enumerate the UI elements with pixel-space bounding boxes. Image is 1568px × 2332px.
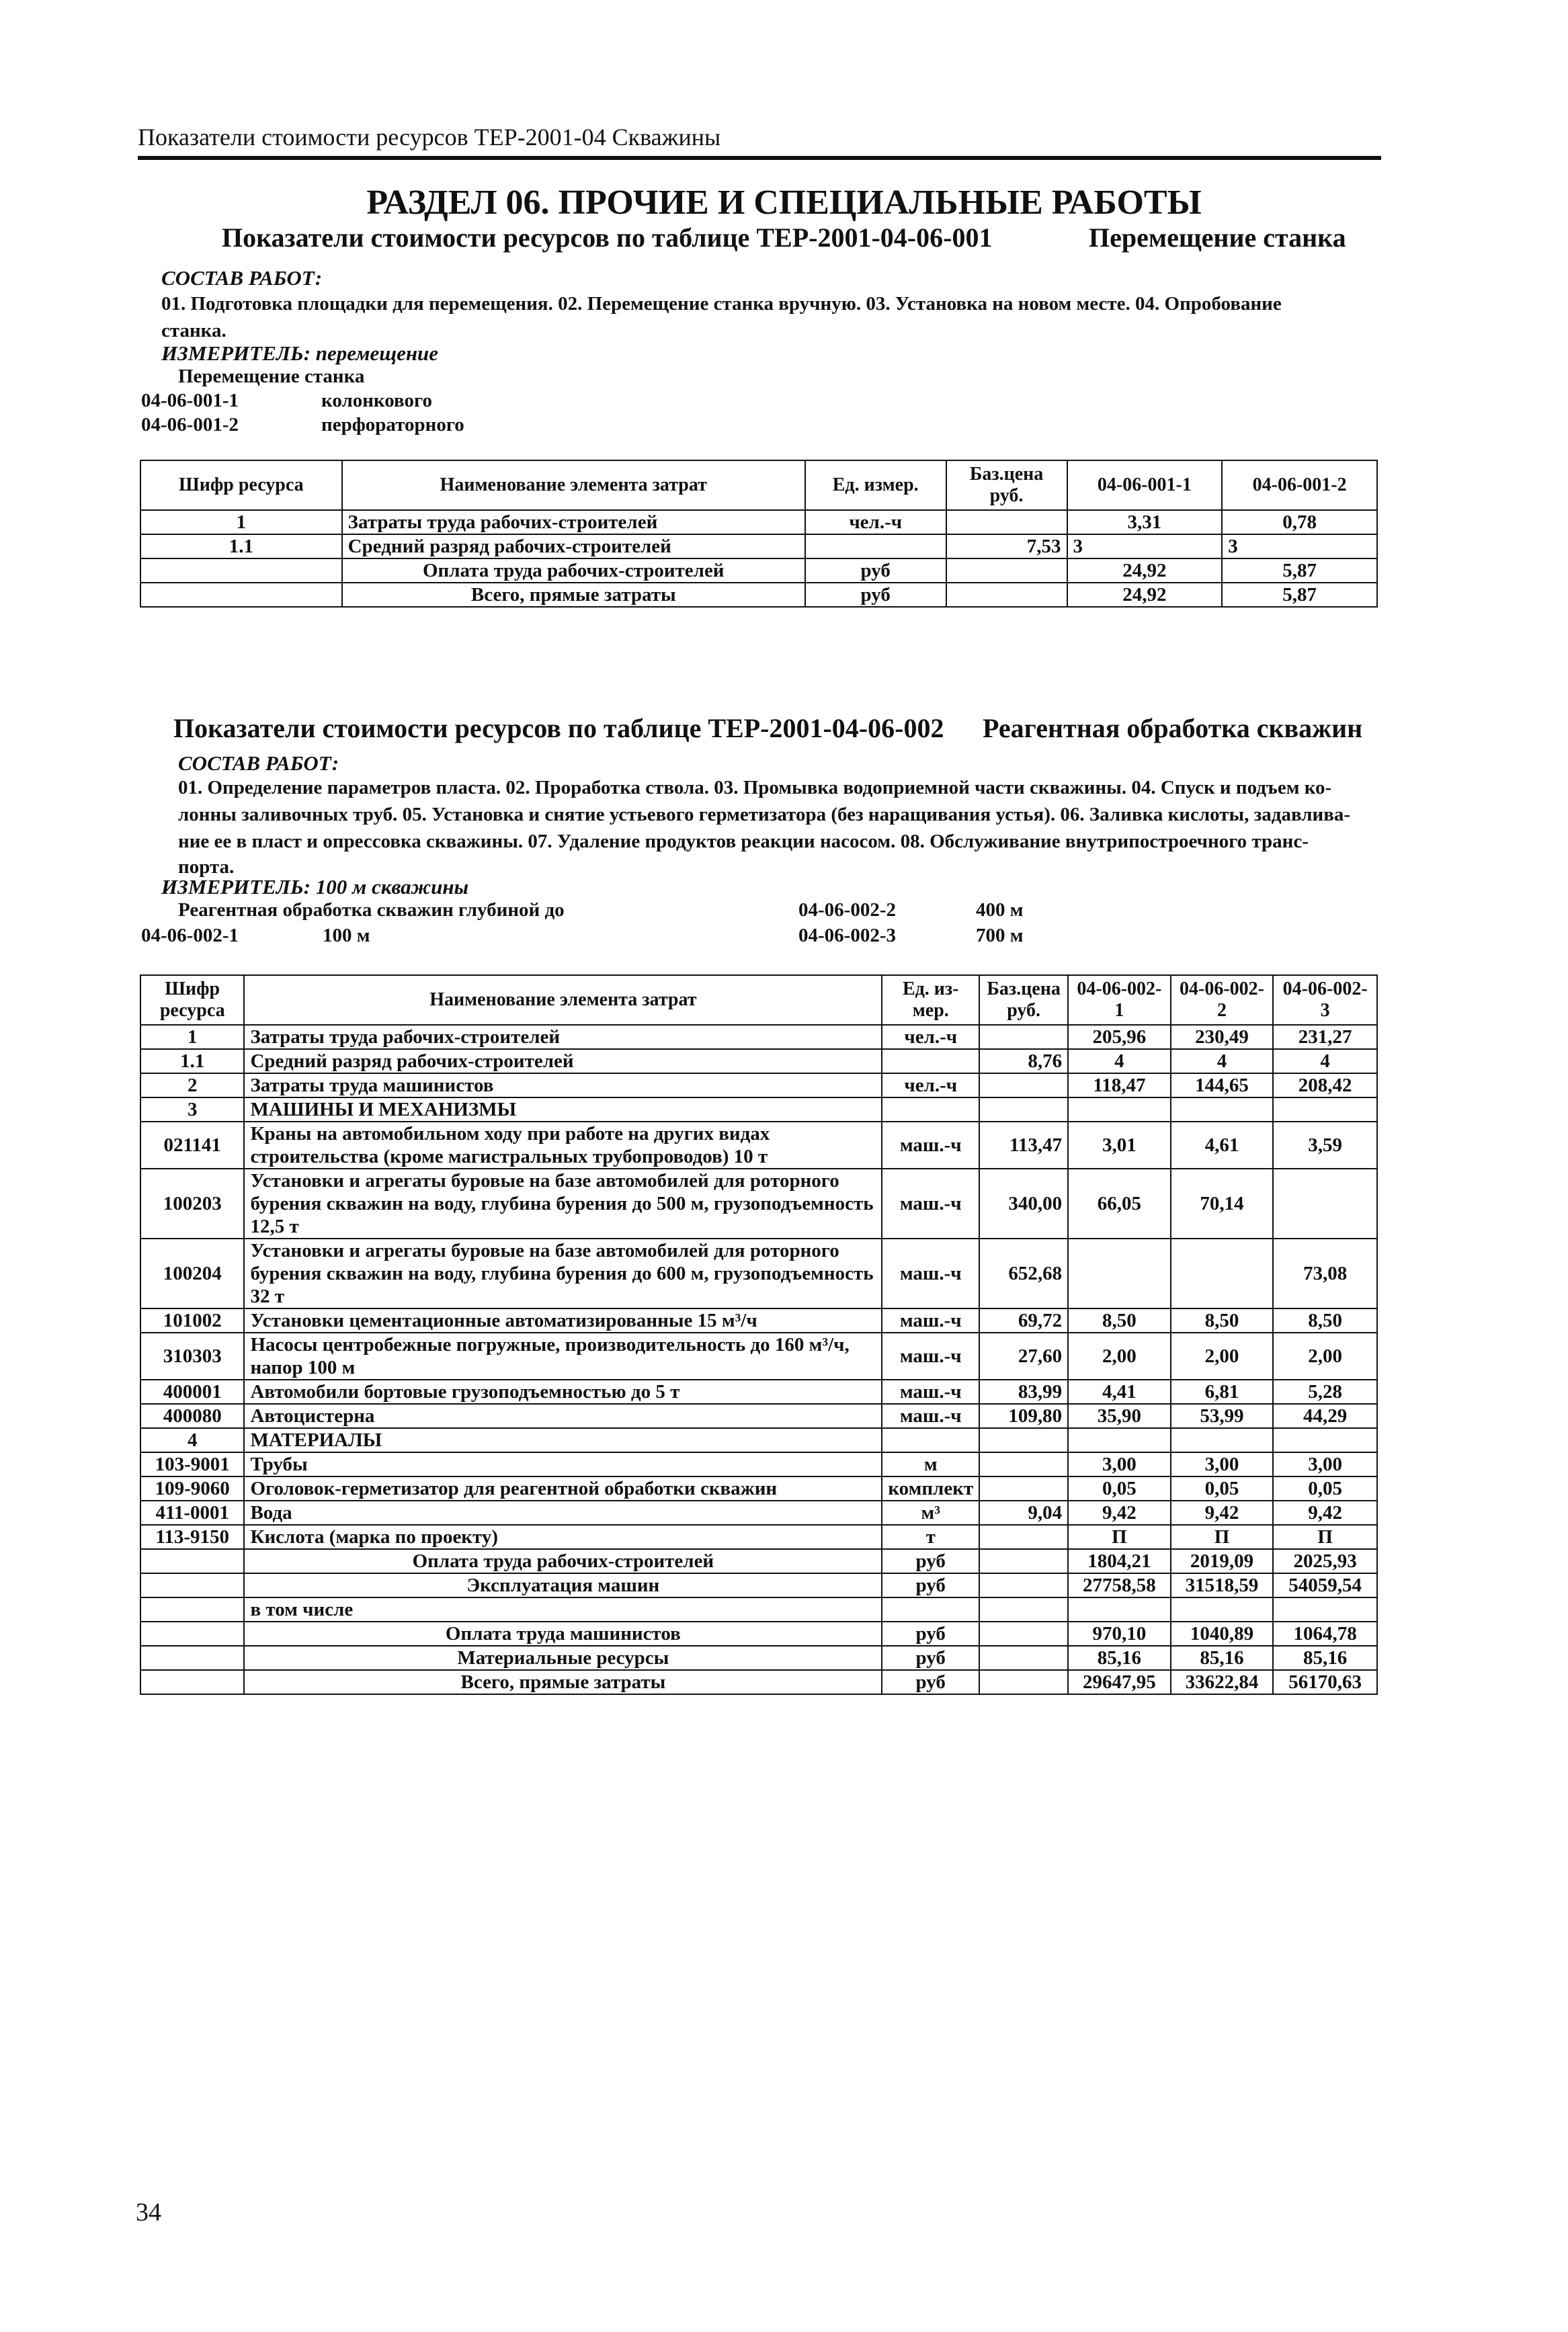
- composition-text-line: лонны заливочных труб. 05. Установка и снятие устьевого герметизатора (без наращивания устья). 06. Заливка кислоты, задавлива-: [178, 804, 1351, 825]
- table-cell: маш.-ч: [882, 1333, 979, 1380]
- table-cell: 85,16: [1068, 1646, 1171, 1670]
- table-cell: [1068, 1428, 1171, 1452]
- table-cell: маш.-ч: [882, 1308, 979, 1333]
- table-cell: [979, 1646, 1068, 1670]
- table-cell: [1171, 1597, 1274, 1622]
- table-cell: 230,49: [1171, 1025, 1274, 1049]
- table-cell: [1273, 1428, 1377, 1452]
- table-cell: Краны на автомобильном ходу при работе на других видах строительства (кроме магистральных трубопроводов) 10 т: [244, 1122, 882, 1169]
- table-row: [140, 1573, 1377, 1597]
- table-cell: 9,42: [1273, 1501, 1377, 1525]
- table-cell: 6,81: [1171, 1380, 1274, 1404]
- table-cell: [979, 1549, 1068, 1573]
- composition-text-line: 01. Подготовка площадки для перемещения. 02. Перемещение станка вручную. 03. Установка на новом месте. 04. Опробование: [161, 293, 1282, 315]
- table-header: Наименование элемента затрат: [244, 975, 882, 1025]
- table-cell: 2,00: [1273, 1333, 1377, 1380]
- table-cell: [140, 1670, 244, 1694]
- table-cell: Материальные ресурсы: [244, 1646, 882, 1670]
- table-cell: в том числе: [244, 1597, 882, 1622]
- table2-caption: Показатели стоимости ресурсов по таблице ТЕР-2001-04-06-002: [173, 713, 944, 743]
- table-cell: Эксплуатация машин: [244, 1573, 882, 1597]
- table-cell: 3: [140, 1097, 244, 1122]
- table-header: Шифр ресурса: [140, 975, 244, 1025]
- variant-code: 04-06-001-2: [141, 414, 239, 435]
- table-cell: Трубы: [244, 1452, 882, 1476]
- table-cell: 56170,63: [1273, 1670, 1377, 1694]
- table-cell: 66,05: [1068, 1169, 1171, 1239]
- table-cell: 33622,84: [1171, 1670, 1274, 1694]
- table-row: [140, 1670, 1377, 1694]
- table-cell: Автомобили бортовые грузоподъемностью до 5 т: [244, 1380, 882, 1404]
- table-cell: 400001: [140, 1380, 244, 1404]
- table-row: [140, 1525, 1377, 1549]
- variant-name: 700 м: [976, 925, 1024, 946]
- table-cell: [1171, 1428, 1274, 1452]
- table-cell: 85,16: [1171, 1646, 1274, 1670]
- table-row: [140, 1380, 1377, 1404]
- table-row: Всего, прямые затраты руб 24,92 5,87: [140, 583, 1377, 607]
- table-row: 1 Затраты труда рабочих-строителей чел.-ч 3,31 0,78: [140, 510, 1377, 534]
- table-cell: 31518,59: [1171, 1573, 1274, 1597]
- table-cell: Вода: [244, 1501, 882, 1525]
- table-cell: [882, 1049, 979, 1073]
- table-cell: 3,59: [1273, 1122, 1377, 1169]
- table-cell: Установки цементационные автоматизированные 15 м³/ч: [244, 1308, 882, 1333]
- table-cell: 0,05: [1273, 1476, 1377, 1501]
- table-cell: 2025,93: [1273, 1549, 1377, 1573]
- table-cell: 8,50: [1171, 1308, 1274, 1333]
- running-header: Показатели стоимости ресурсов ТЕР-2001-04 Скважины: [138, 124, 721, 151]
- table-cell: [1068, 1239, 1171, 1308]
- table-cell: руб: [882, 1573, 979, 1597]
- table-cell: 4: [1068, 1049, 1171, 1073]
- table-cell: 411-0001: [140, 1501, 244, 1525]
- table-cell: т: [882, 1525, 979, 1549]
- table-cell: 0,05: [1068, 1476, 1171, 1501]
- table-cell: 4: [1273, 1049, 1377, 1073]
- table-row: [140, 1549, 1377, 1573]
- table-cell: [882, 1097, 979, 1122]
- table-header: 04-06-002-2: [1171, 975, 1274, 1025]
- table-cell: 231,27: [1273, 1025, 1377, 1049]
- table-row: [140, 1404, 1377, 1428]
- table-cell: маш.-ч: [882, 1404, 979, 1428]
- table-row: [140, 1501, 1377, 1525]
- table-cell: [1273, 1097, 1377, 1122]
- table-cell: маш.-ч: [882, 1122, 979, 1169]
- table-cell: 4,61: [1171, 1122, 1274, 1169]
- table-cell: 5,28: [1273, 1380, 1377, 1404]
- variant-name: колонкового: [321, 390, 432, 411]
- table-cell: 27758,58: [1068, 1573, 1171, 1597]
- table-cell: [1171, 1239, 1274, 1308]
- table-cell: [140, 1597, 244, 1622]
- table-cell: Автоцистерна: [244, 1404, 882, 1428]
- table-cell: руб: [882, 1646, 979, 1670]
- table-cell: 2019,09: [1171, 1549, 1274, 1573]
- table-cell: 69,72: [979, 1308, 1068, 1333]
- table-row: [140, 1049, 1377, 1073]
- resource-table-1: [140, 460, 1378, 608]
- table-cell: Насосы центробежные погружные, производительность до 160 м³/ч, напор 100 м: [244, 1333, 882, 1380]
- table-header: Шифр ресурса: [140, 460, 342, 510]
- table-row: [140, 1239, 1377, 1308]
- table-cell: 3,00: [1068, 1452, 1171, 1476]
- section-title: РАЗДЕЛ 06. ПРОЧИЕ И СПЕЦИАЛЬНЫЕ РАБОТЫ: [366, 183, 1202, 222]
- table-cell: Установки и агрегаты буровые на базе автомобилей для роторного бурения скважин на воду, глубина бурения до 600 м, грузоподъемность 32 т: [244, 1239, 882, 1308]
- table-cell: чел.-ч: [882, 1025, 979, 1049]
- table-header: 04-06-001-1: [1067, 460, 1223, 510]
- table-cell: руб: [882, 1670, 979, 1694]
- table-row: [140, 1025, 1377, 1049]
- table-cell: 400080: [140, 1404, 244, 1428]
- table-cell: 8,50: [1273, 1308, 1377, 1333]
- table-cell: 3,00: [1171, 1452, 1274, 1476]
- table-header: 04-06-002-3: [1273, 975, 1377, 1025]
- header-rule: [138, 156, 1381, 160]
- table-cell: 2,00: [1171, 1333, 1274, 1380]
- table-cell: Затраты труда рабочих-строителей: [244, 1025, 882, 1049]
- composition-text-line: ние ее в пласт и опрессовка скважины. 07. Удаление продуктов реакции насосом. 08. Обслуживание внутрипостроечного транс-: [178, 831, 1309, 852]
- table-cell: [979, 1525, 1068, 1549]
- table-cell: 44,29: [1273, 1404, 1377, 1428]
- table-cell: 113,47: [979, 1122, 1068, 1169]
- table-cell: 208,42: [1273, 1073, 1377, 1097]
- table-row: [140, 1073, 1377, 1097]
- table-cell: 9,04: [979, 1501, 1068, 1525]
- composition-label: СОСТАВ РАБОТ:: [178, 751, 339, 775]
- table-cell: 101002: [140, 1308, 244, 1333]
- table-cell: 2: [140, 1073, 244, 1097]
- table-cell: 29647,95: [1068, 1670, 1171, 1694]
- table-cell: 144,65: [1171, 1073, 1274, 1097]
- table-cell: 1: [140, 1025, 244, 1049]
- table-cell: 73,08: [1273, 1239, 1377, 1308]
- table1-caption: Показатели стоимости ресурсов по таблице ТЕР-2001-04-06-001: [222, 222, 993, 253]
- table-cell: чел.-ч: [882, 1073, 979, 1097]
- table-cell: 83,99: [979, 1380, 1068, 1404]
- table-cell: [979, 1025, 1068, 1049]
- variant-name: 100 м: [323, 925, 370, 946]
- table-cell: 4: [140, 1428, 244, 1452]
- resource-table-2: [140, 974, 1378, 1695]
- variant-code: 04-06-002-1: [141, 925, 239, 946]
- table-cell: 2,00: [1068, 1333, 1171, 1380]
- table-cell: [1171, 1097, 1274, 1122]
- table-cell: [882, 1597, 979, 1622]
- table-cell: Оголовок-герметизатор для реагентной обработки скважин: [244, 1476, 882, 1501]
- table-cell: [882, 1428, 979, 1452]
- table-cell: 3,00: [1273, 1452, 1377, 1476]
- table-cell: [979, 1476, 1068, 1501]
- table-cell: маш.-ч: [882, 1239, 979, 1308]
- variant-name: 400 м: [976, 899, 1024, 921]
- table-cell: 118,47: [1068, 1073, 1171, 1097]
- table-cell: маш.-ч: [882, 1169, 979, 1239]
- table-row: [140, 1097, 1377, 1122]
- table-cell: м³: [882, 1501, 979, 1525]
- table-row: [140, 1333, 1377, 1380]
- table-cell: П: [1273, 1525, 1377, 1549]
- table2-work-name: Реагентная обработка скважин: [983, 713, 1363, 743]
- table-cell: 4: [1171, 1049, 1274, 1073]
- table-cell: [140, 1549, 244, 1573]
- table-cell: [140, 1622, 244, 1646]
- variant-code: 04-06-002-2: [798, 899, 896, 921]
- table-cell: [979, 1622, 1068, 1646]
- table-cell: 1.1: [140, 1049, 244, 1073]
- composition-text-line: станка.: [161, 320, 226, 341]
- table-header: Ед. из-мер.: [882, 975, 979, 1025]
- table-header: 04-06-001-2: [1222, 460, 1377, 510]
- table-cell: Всего, прямые затраты: [244, 1670, 882, 1694]
- variant-code: 04-06-002-3: [798, 925, 896, 946]
- table-cell: 4,41: [1068, 1380, 1171, 1404]
- table-cell: 3,01: [1068, 1122, 1171, 1169]
- table-cell: 1804,21: [1068, 1549, 1171, 1573]
- table-cell: [1273, 1597, 1377, 1622]
- table-row: 1.1 Средний разряд рабочих-строителей 7,53 3 3: [140, 534, 1377, 558]
- table-cell: 109,80: [979, 1404, 1068, 1428]
- measure-label: ИЗМЕРИТЕЛЬ: 100 м скважины: [161, 875, 469, 899]
- table-cell: Затраты труда машинистов: [244, 1073, 882, 1097]
- table-header: Баз.цена руб.: [979, 975, 1068, 1025]
- table-cell: Оплата труда рабочих-строителей: [244, 1549, 882, 1573]
- table-cell: руб: [882, 1549, 979, 1573]
- table-cell: 1040,89: [1171, 1622, 1274, 1646]
- table-cell: 8,50: [1068, 1308, 1171, 1333]
- table-row: [140, 1308, 1377, 1333]
- table-cell: 27,60: [979, 1333, 1068, 1380]
- table-cell: комплект: [882, 1476, 979, 1501]
- table-header: Ед. измер.: [805, 460, 946, 510]
- table-cell: Кислота (марка по проекту): [244, 1525, 882, 1549]
- table-row: [140, 1452, 1377, 1476]
- table-cell: [979, 1670, 1068, 1694]
- table-cell: руб: [882, 1622, 979, 1646]
- table-cell: П: [1171, 1525, 1274, 1549]
- table-cell: Установки и агрегаты буровые на базе автомобилей для роторного бурения скважин на воду, глубина бурения до 500 м, грузоподъемность 12,5 т: [244, 1169, 882, 1239]
- table-cell: [979, 1073, 1068, 1097]
- table-cell: [979, 1452, 1068, 1476]
- table-row: [140, 1428, 1377, 1452]
- table-cell: м: [882, 1452, 979, 1476]
- table-cell: [140, 1573, 244, 1597]
- table-cell: МАТЕРИАЛЫ: [244, 1428, 882, 1452]
- table-header: Баз.цена руб.: [946, 460, 1067, 510]
- table-cell: 8,76: [979, 1049, 1068, 1073]
- table-cell: 340,00: [979, 1169, 1068, 1239]
- measure-label: ИЗМЕРИТЕЛЬ: перемещение: [161, 341, 439, 365]
- table-row: Оплата труда рабочих-строителей руб 24,92 5,87: [140, 558, 1377, 583]
- table-cell: [979, 1573, 1068, 1597]
- table-cell: 9,42: [1068, 1501, 1171, 1525]
- table-cell: 113-9150: [140, 1525, 244, 1549]
- table-cell: [979, 1428, 1068, 1452]
- table-cell: [140, 1646, 244, 1670]
- table-cell: П: [1068, 1525, 1171, 1549]
- table-cell: 70,14: [1171, 1169, 1274, 1239]
- composition-text-line: порта.: [178, 856, 235, 878]
- table-row: [140, 1646, 1377, 1670]
- table-cell: 109-9060: [140, 1476, 244, 1501]
- table-cell: [1273, 1169, 1377, 1239]
- table-header: Наименование элемента затрат: [342, 460, 805, 510]
- table-cell: 310303: [140, 1333, 244, 1380]
- table-cell: Оплата труда машинистов: [244, 1622, 882, 1646]
- variant-code: 04-06-001-1: [141, 390, 239, 411]
- table-cell: 021141: [140, 1122, 244, 1169]
- table-header: 04-06-002-1: [1068, 975, 1171, 1025]
- composition-text-line: 01. Определение параметров пласта. 02. Проработка ствола. 03. Промывка водоприемной части скважины. 04. Спуск и подъем ко-: [178, 777, 1332, 798]
- table-cell: 54059,54: [1273, 1573, 1377, 1597]
- composition-label: СОСТАВ РАБОТ:: [161, 266, 323, 290]
- table-cell: 85,16: [1273, 1646, 1377, 1670]
- table-cell: МАШИНЫ И МЕХАНИЗМЫ: [244, 1097, 882, 1122]
- table-cell: 652,68: [979, 1239, 1068, 1308]
- table-cell: 103-9001: [140, 1452, 244, 1476]
- measure-desc: Перемещение станка: [178, 366, 365, 387]
- table-cell: 0,05: [1171, 1476, 1274, 1501]
- table-cell: 970,10: [1068, 1622, 1171, 1646]
- table-cell: 53,99: [1171, 1404, 1274, 1428]
- table-cell: маш.-ч: [882, 1380, 979, 1404]
- table-cell: 100204: [140, 1239, 244, 1308]
- page-number: 34: [136, 2198, 161, 2226]
- table1-work-name: Перемещение станка: [1089, 222, 1346, 253]
- variant-name: перфораторного: [321, 414, 464, 435]
- table-row: [140, 1122, 1377, 1169]
- table-cell: [1068, 1097, 1171, 1122]
- table-row: [140, 1476, 1377, 1501]
- measure-desc: Реагентная обработка скважин глубиной до: [178, 899, 565, 921]
- table-row: [140, 1597, 1377, 1622]
- table-cell: 205,96: [1068, 1025, 1171, 1049]
- table-cell: 1064,78: [1273, 1622, 1377, 1646]
- table-cell: 35,90: [1068, 1404, 1171, 1428]
- table-cell: 100203: [140, 1169, 244, 1239]
- table-cell: [979, 1097, 1068, 1122]
- table-cell: [1068, 1597, 1171, 1622]
- table-cell: Средний разряд рабочих-строителей: [244, 1049, 882, 1073]
- table-row: [140, 1622, 1377, 1646]
- table-cell: 9,42: [1171, 1501, 1274, 1525]
- table-row: [140, 1169, 1377, 1239]
- table-cell: [979, 1597, 1068, 1622]
